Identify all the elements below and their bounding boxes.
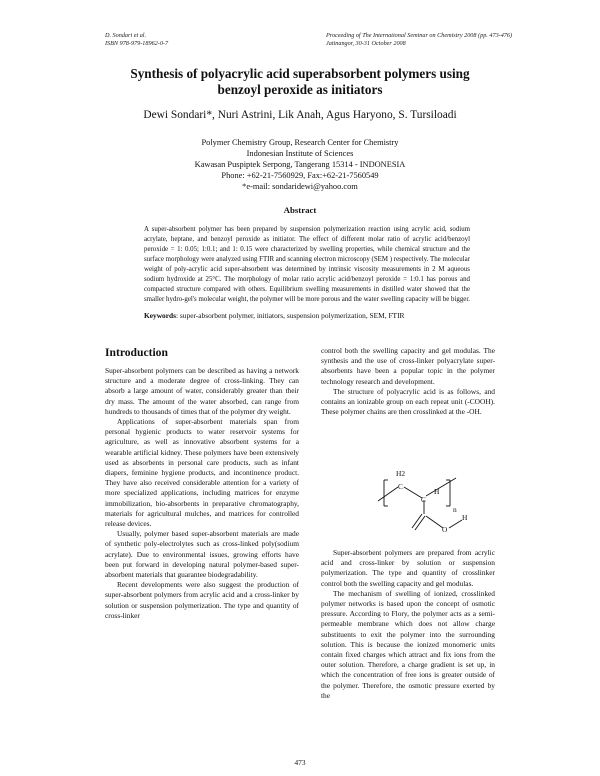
label-c1: C <box>398 482 403 491</box>
affiliation-institute: Indonesian Institute of Sciences <box>246 149 354 158</box>
right-column-bottom <box>321 548 495 701</box>
keywords-label: Keywords <box>144 311 177 320</box>
right-column-top <box>321 346 495 417</box>
intro-paragraph-2: Applications of super-absorbent materials span from personal hygienic products to water reservoir systems for agriculture, as well as innovative absorbent systems for a wearable artificial kidney. These polymers have been extensively used as absorbents in personal care products, such as infant diapers, feminine hygiene products, and incontinence product. They have also received considerable attention for a variety of more specialized applications, including matrices for enzyme immobilization, bio-absorbents in preparative chromatography, materials for agricultural mulches, and matrices for controlled release devices. <box>105 417 299 529</box>
right-paragraph-3: Super-absorbent polymers are prepared from acrylic acid and cross-linker by solution or suspension polymerization. The type and quantity of crosslinker control both the swelling capacity and gel modulas. <box>321 548 495 588</box>
right-paragraph-1: control both the swelling capacity and gel modulas. The synthesis and the use of cross-linker polyacrylate super-absorbents have been a popular topic in the polymer technology research and development. <box>321 346 495 386</box>
affiliation-email: *e-mail: sondaridewi@yahoo.com <box>242 182 358 191</box>
label-h: H <box>434 487 440 496</box>
header-proceeding: Proceeding of The International Seminar on Chemistry 2008 (pp. 473-476) <box>326 32 513 39</box>
abstract-heading: Abstract <box>283 205 317 215</box>
paper-title-line-2: benzoyl peroxide as initiators <box>217 82 383 97</box>
left-column <box>105 366 299 621</box>
header-venue: Jatinangor, 30-31 October 2008 <box>326 40 406 47</box>
bond-c-o <box>426 516 443 528</box>
affiliation-block <box>150 137 450 192</box>
running-header-right <box>326 32 512 48</box>
running-header-left <box>105 32 168 48</box>
intro-paragraph-4: Recent developments were also suggest the production of super-absorbent polymers from acrylic acid and a cross-linker by solution or suspension polymerization. The type and quantity of cross-linker <box>105 580 299 620</box>
double-bond-a <box>412 514 422 528</box>
double-bond-b <box>415 516 425 530</box>
header-authors: D. Sondari et al. <box>105 32 147 39</box>
header-isbn: ISBN 978-979-18962-0-7 <box>105 40 169 47</box>
bond-in <box>378 487 398 501</box>
polyacrylic-acid-structure <box>340 456 500 544</box>
intro-paragraph-1: Super-absorbent polymers can be described as having a network structure and a moderate degree of cross-linking. They can absorb a large amount of water, considerably greater than their dry mass. The amount of the water absorbed, can range from hundreds to thousands of times that of the polymer dry weight. <box>105 366 299 416</box>
affiliation-group: Polymer Chemistry Group, Research Center for Chemistry <box>201 138 399 147</box>
affiliation-phone: Phone: +62-21-7560929, Fax:+62-21-7560549 <box>221 171 379 180</box>
bond-backbone <box>404 487 422 498</box>
right-paragraph-4: The mechanism of swelling of ionized, crosslinked polymer networks is based upon the concept of osmotic pressure. According to Flory, the polymer acts as a semi-permeable membrane which does not allow charge substituents to exit the polymer into the surrounding solution. This is because the ionized monomeric units contain fixed charges which attract and fix ions from the outer solution. Therefore, a charge gradient is set up, in which the concentration of free ions is greater outside of the polymer. Therefore, the osmotic pressure exerted by the <box>321 588 495 700</box>
paper-title-line-1: Synthesis of polyacrylic acid superabsorbent polymers using <box>130 66 470 81</box>
introduction-heading: Introduction <box>105 346 168 359</box>
affiliation-address: Kawasan Puspiptek Serpong, Tangerang 15314 - INDONESIA <box>194 160 406 169</box>
bond-o-h <box>449 520 462 528</box>
abstract-text: A super-absorbent polymer has been prepared by suspension polymerization reaction using acrylic acid, sodium acrylate, heptane, and benzoyl peroxide as initiator. The effect of different molar ratio of acrylic acid/benzoyl peroxide = 1: 0.05; 1:0.1; and 1: 0.15 were characterized by swelling properties, while chemical structure and the surface morphology were analyzed using FTIR and scanning electron microscopy (SEM ) respectively. The molecular weight of poly-acrylic acid super-absorbent was determined by intrinsic viscosity measurements in 2 M aqueous sodium hydroxide at 25°C. The morphology of molar ratio acrylic acid/benzoyl peroxide = 1:0.1 has porous and compacted structure compared with others. Equilibrium swelling measurements in distilled water showed that the smaller hydro-gel's molecular weight, the polymer will be more porous and the water swelling capacity will be bigger. <box>144 226 470 303</box>
keywords-text: : super-absorbent polymer, initiators, suspension polymerization, SEM, FTIR <box>176 311 405 320</box>
label-c2: C <box>421 495 426 504</box>
paper-title <box>110 66 490 98</box>
label-h2: H2 <box>396 469 406 478</box>
label-n: n <box>453 505 457 514</box>
intro-paragraph-3: Usually, polymer based super-absorbent materials are made of synthetic poly-electrolytes such as cross-linked poly(sodium acrylate). Due to environmental issues, growing efforts have been put forward in developing natural polymer-based super-absorbent materials that guarantee biodegradability. <box>105 529 299 580</box>
author-list: Dewi Sondari*, Nuri Astrini, Lik Anah, Agus Haryono, S. Tursiloadi <box>143 109 457 121</box>
keywords-line <box>144 311 474 321</box>
page-number: 473 <box>294 758 306 767</box>
label-h-end: H <box>462 513 468 522</box>
label-o: O <box>442 525 448 534</box>
bond-out <box>426 478 456 496</box>
right-paragraph-2: The structure of polyacrylic acid is as follows, and contains an ionizable group on each repeat unit (-COOH). These polymer chains are then crosslinked at the -OH. <box>321 386 495 417</box>
